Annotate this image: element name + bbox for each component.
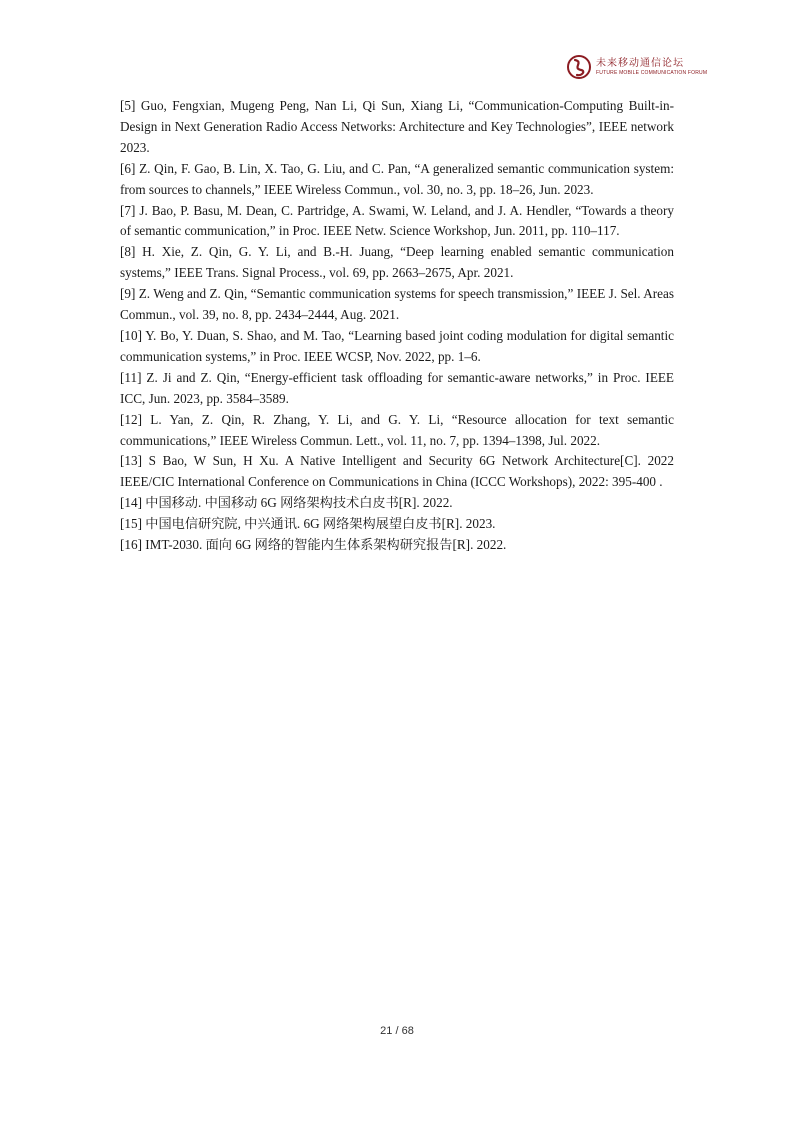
reference-item: [5] Guo, Fengxian, Mugeng Peng, Nan Li, Qi Sun, Xiang Li, “Communication-Computing Built-in-Design in Next Generation Radio Access Networks: Architecture and Key Technologies”, IEEE network 2023. [120,98,674,155]
logo-english-name: FUTURE MOBILE COMMUNICATION FORUM [596,69,708,76]
reference-item: [10] Y. Bo, Y. Duan, S. Shao, and M. Tao, “Learning based joint coding modulation for digital semantic communication systems,” in Proc. IEEE WCSP, Nov. 2022, pp. 1–6. [120,327,674,364]
reference-item: [15] 中国电信研究院, 中兴通讯. 6G 网络架构展望白皮书[R]. 2023. [120,516,496,532]
header-logo [566,54,707,80]
reference-item: [9] Z. Weng and Z. Qin, “Semantic communication systems for speech transmission,” IEEE J. Sel. Areas Commun., vol. 39, no. 8, pp. 2434–2444, Aug. 2021. [120,286,674,323]
reference-item: [14] 中国移动. 中国移动 6G 网络架构技术白皮书[R]. 2022. [120,495,453,511]
reference-list [120,96,674,556]
reference-item: [13] S Bao, W Sun, H Xu. A Native Intelligent and Security 6G Network Architecture[C]. 2022 IEEE/CIC International Conference on Communications in China (ICCC Workshops), 2022: 395-400 . [120,453,674,490]
forum-logo-icon [566,54,592,80]
reference-item: [8] H. Xie, Z. Qin, G. Y. Li, and B.-H. Juang, “Deep learning enabled semantic communication systems,” IEEE Trans. Signal Process., vol. 69, pp. 2663–2675, Apr. 2021. [120,244,674,281]
reference-item: [12] L. Yan, Z. Qin, R. Zhang, Y. Li, and G. Y. Li, “Resource allocation for text semantic communications,” IEEE Wireless Commun. Lett., vol. 11, no. 7, pp. 1394–1398, Jul. 2022. [120,411,674,448]
reference-item: [6] Z. Qin, F. Gao, B. Lin, X. Tao, G. Liu, and C. Pan, “A generalized semantic communication system: from sources to channels,” IEEE Wireless Commun., vol. 30, no. 3, pp. 18–26, Jun. 2023. [120,160,674,197]
reference-item: [16] IMT-2030. 面向 6G 网络的智能内生体系架构研究报告[R]. 2022. [120,537,507,553]
reference-item: [11] Z. Ji and Z. Qin, “Energy-efficient task offloading for semantic-aware networks,” in Proc. IEEE ICC, Jun. 2023, pp. 3584–3589. [120,369,674,406]
logo-chinese-name: 未来移动通信论坛 [596,57,684,69]
page-number: 21 / 68 [380,1025,414,1037]
reference-item: [7] J. Bao, P. Basu, M. Dean, C. Partridge, A. Swami, W. Leland, and J. A. Hendler, “Towards a theory of semantic communication,” in Proc. IEEE Netw. Science Workshop, Jun. 2011, pp. 110–117. [120,202,674,239]
logo-text [596,59,707,76]
